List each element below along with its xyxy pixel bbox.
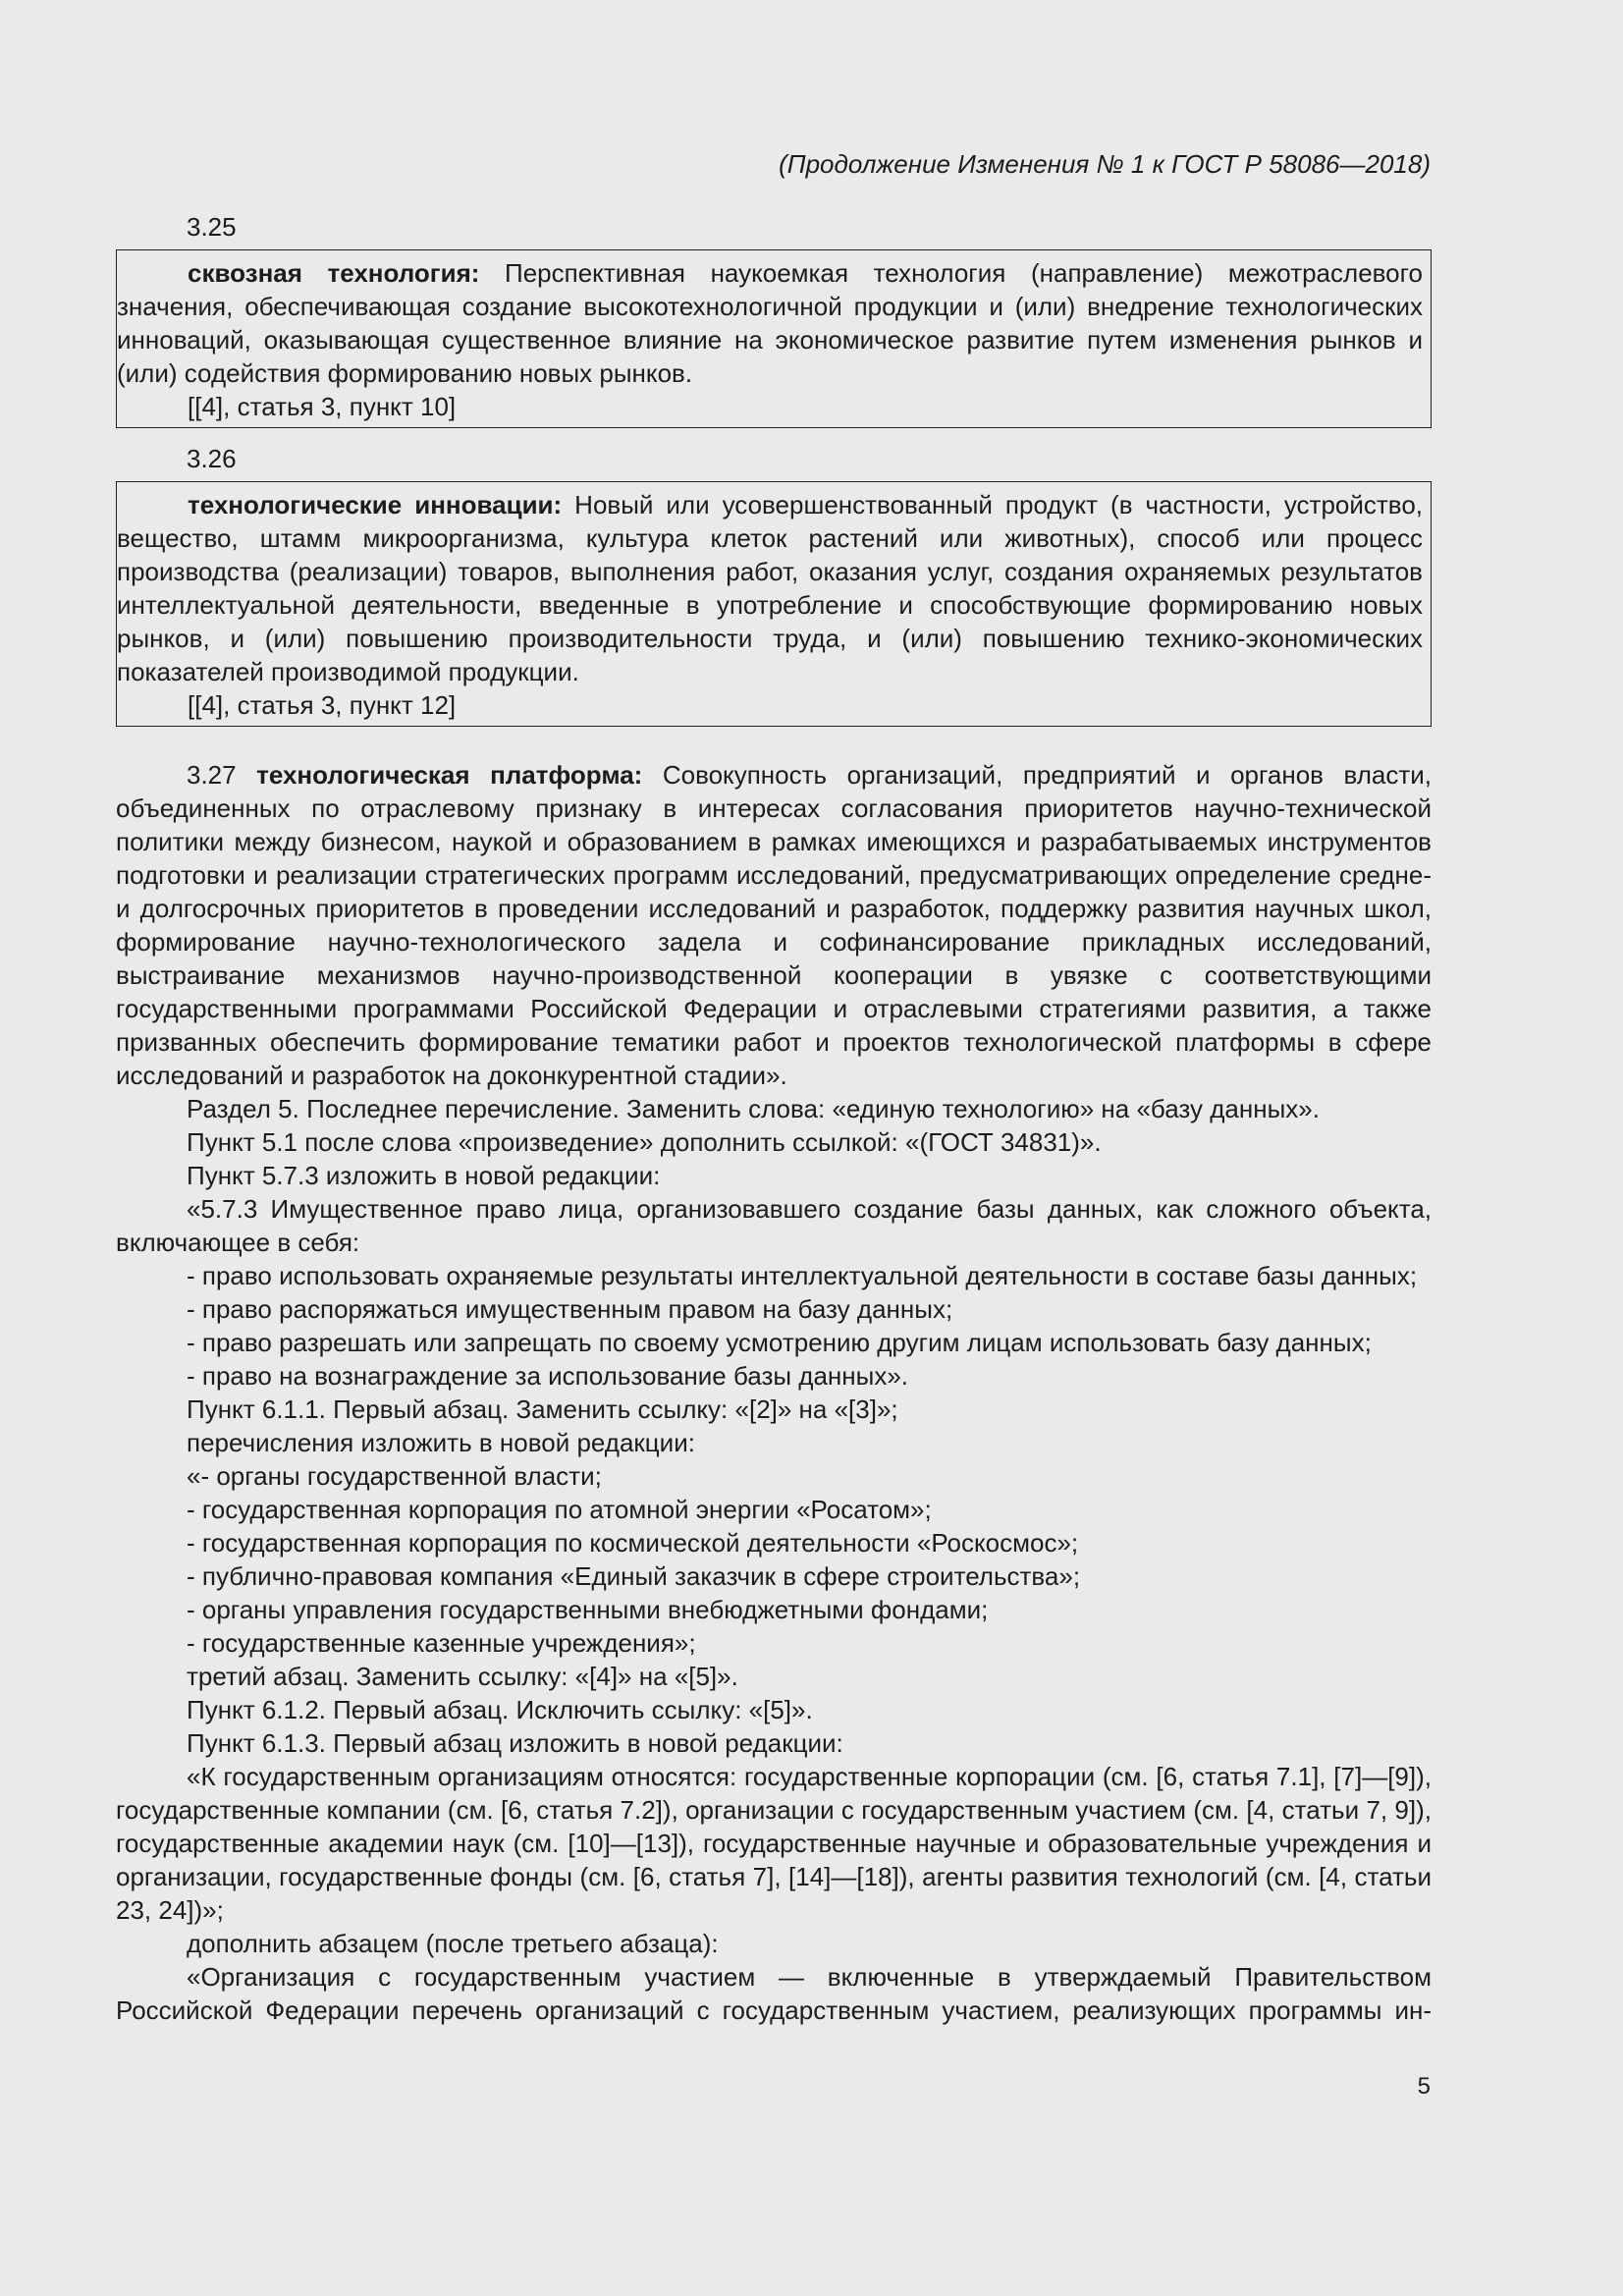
paragraph: Раздел 5. Последнее перечисление. Заменить слова: «единую технологию» на «базу данных». <box>187 1094 1320 1123</box>
paragraph: третий абзац. Заменить ссылку: «[4]» на «[5]». <box>187 1662 738 1691</box>
term-name: сквозная технология: <box>188 258 480 288</box>
paragraph: перечисления изложить в новой редакции: <box>187 1428 695 1457</box>
term-name: технологические инновации: <box>188 490 563 519</box>
term-box-3-26 <box>116 481 1432 727</box>
list-item: - право разрешать или запрещать по своему усмотрению другим лицам использовать базу данных; <box>187 1328 1372 1357</box>
term-definition-3-25 <box>117 256 1423 390</box>
clause-number-3-25: 3.25 <box>187 212 237 242</box>
document-body <box>116 206 1432 2027</box>
paragraph: Пункт 6.1.3. Первый абзац изложить в новой редакции: <box>187 1728 843 1758</box>
running-header: (Продолжение Изменения № 1 к ГОСТ Р 58086—2018) <box>779 149 1431 179</box>
term-text: Новый или усовершенствованный продукт (в частности, устройство, вещество, штамм микроорганизма, культура клеток растений или животных), способ или процесс производства (реализации) товаров, выполнения работ, оказания услуг, создания охраняемых результатов интеллектуальной деятельности, введенные в употребление и способствующие формированию новых рынков, и (или) повышению производительности труда, и (или) повышению технико-экономических показателей производимой продукции. <box>117 490 1424 686</box>
list-item: - право распоряжаться имущественным правом на базу данных; <box>187 1294 953 1324</box>
list-item: - публично-правовая компания «Единый заказчик в сфере строительства»; <box>187 1561 1081 1591</box>
paragraph: дополнить абзацем (после третьего абзаца): <box>187 1929 719 1958</box>
term-name: технологическая платформа: <box>256 760 643 790</box>
list-item: - органы управления государственными внебюджетными фондами; <box>187 1595 989 1624</box>
term-source-3-25: [[4], статья 3, пункт 10] <box>188 392 457 421</box>
paragraph: «5.7.3 Имущественное право лица, организовавшего создание базы данных, как сложного объекта, включающее в себя: <box>116 1194 1432 1257</box>
list-item: - государственная корпорация по космической деятельности «Роскосмос»; <box>187 1528 1079 1558</box>
term-definition-3-26 <box>117 488 1423 688</box>
paragraph: Пункт 6.1.2. Первый абзац. Исключить ссылку: «[5]». <box>187 1695 813 1724</box>
clause-number-3-27: 3.27 <box>187 760 257 790</box>
list-item: - государственные казенные учреждения»; <box>187 1628 696 1658</box>
list-item: «- органы государственной власти; <box>187 1461 602 1491</box>
paragraph: «К государственным организациям относятся: государственные корпорации (см. [6, статья 7.1], [7]—[9]), государственные компании (см. [6, статья 7.2]), организации с государственным участием (см. [4, статьи 7, 9]), государственные академии наук (см. [10]—[13]), государственные научные и образовательные учреждения и организации, государственные фонды (см. [6, статья 7], [14]—[18]), агенты развития технологий (см. [4, статьи 23, 24])»; <box>116 1762 1432 1925</box>
paragraph: Пункт 5.1 после слова «произведение» дополнить ссылкой: «(ГОСТ 34831)». <box>187 1127 1102 1157</box>
paragraph: Пункт 6.1.1. Первый абзац. Заменить ссылку: «[2]» на «[3]»; <box>187 1394 898 1424</box>
term-definition-3-27 <box>116 758 1432 1092</box>
term-source-3-26: [[4], статья 3, пункт 12] <box>188 690 457 720</box>
paragraph: «Организация с государственным участием — включенные в утверждаемый Правительством Российской Федерации перечень организаций с государственным участием, реализующих программы ин- <box>116 1962 1432 2025</box>
term-text: Совокупность организаций, предприятий и органов власти, объединенных по отраслевому признаку в интересах согласования приоритетов научно-технической политики между бизнесом, наукой и образованием в рамках имеющихся и разрабатываемых инструментов подготовки и реализации стратегических программ исследований, предусматривающих определение средне- и долгосрочных приоритетов в проведении исследований и разработок, поддержку развития научных школ, формирование научно-технологического задела и софинансирование прикладных исследований, выстраивание механизмов научно-производственной кооперации в увязке с соответствующими государственными программами Российской Федерации и отраслевыми стратегиями развития, а также призванных обеспечить формирование тематики работ и проектов технологической платформы в сфере исследований и разработок на доконкурентной стадии». <box>116 760 1432 1090</box>
term-text: Перспективная наукоемкая технология (направление) межотраслевого значения, обеспечивающая создание высокотехнологичной продукции и (или) внедрение технологических инноваций, оказывающая существенное влияние на экономическое развитие путем изменения рынков и (или) содействия формированию новых рынков. <box>117 258 1424 388</box>
list-item: - право на вознаграждение за использование базы данных». <box>187 1361 909 1391</box>
term-box-3-25 <box>116 249 1432 428</box>
page-number: 5 <box>1417 2073 1431 2100</box>
paragraph: Пункт 5.7.3 изложить в новой редакции: <box>187 1161 661 1190</box>
clause-number-3-26: 3.26 <box>187 444 237 473</box>
list-item: - государственная корпорация по атомной энергии «Росатом»; <box>187 1495 932 1524</box>
list-item: - право использовать охраняемые результаты интеллектуальной деятельности в составе базы данных; <box>187 1261 1418 1290</box>
